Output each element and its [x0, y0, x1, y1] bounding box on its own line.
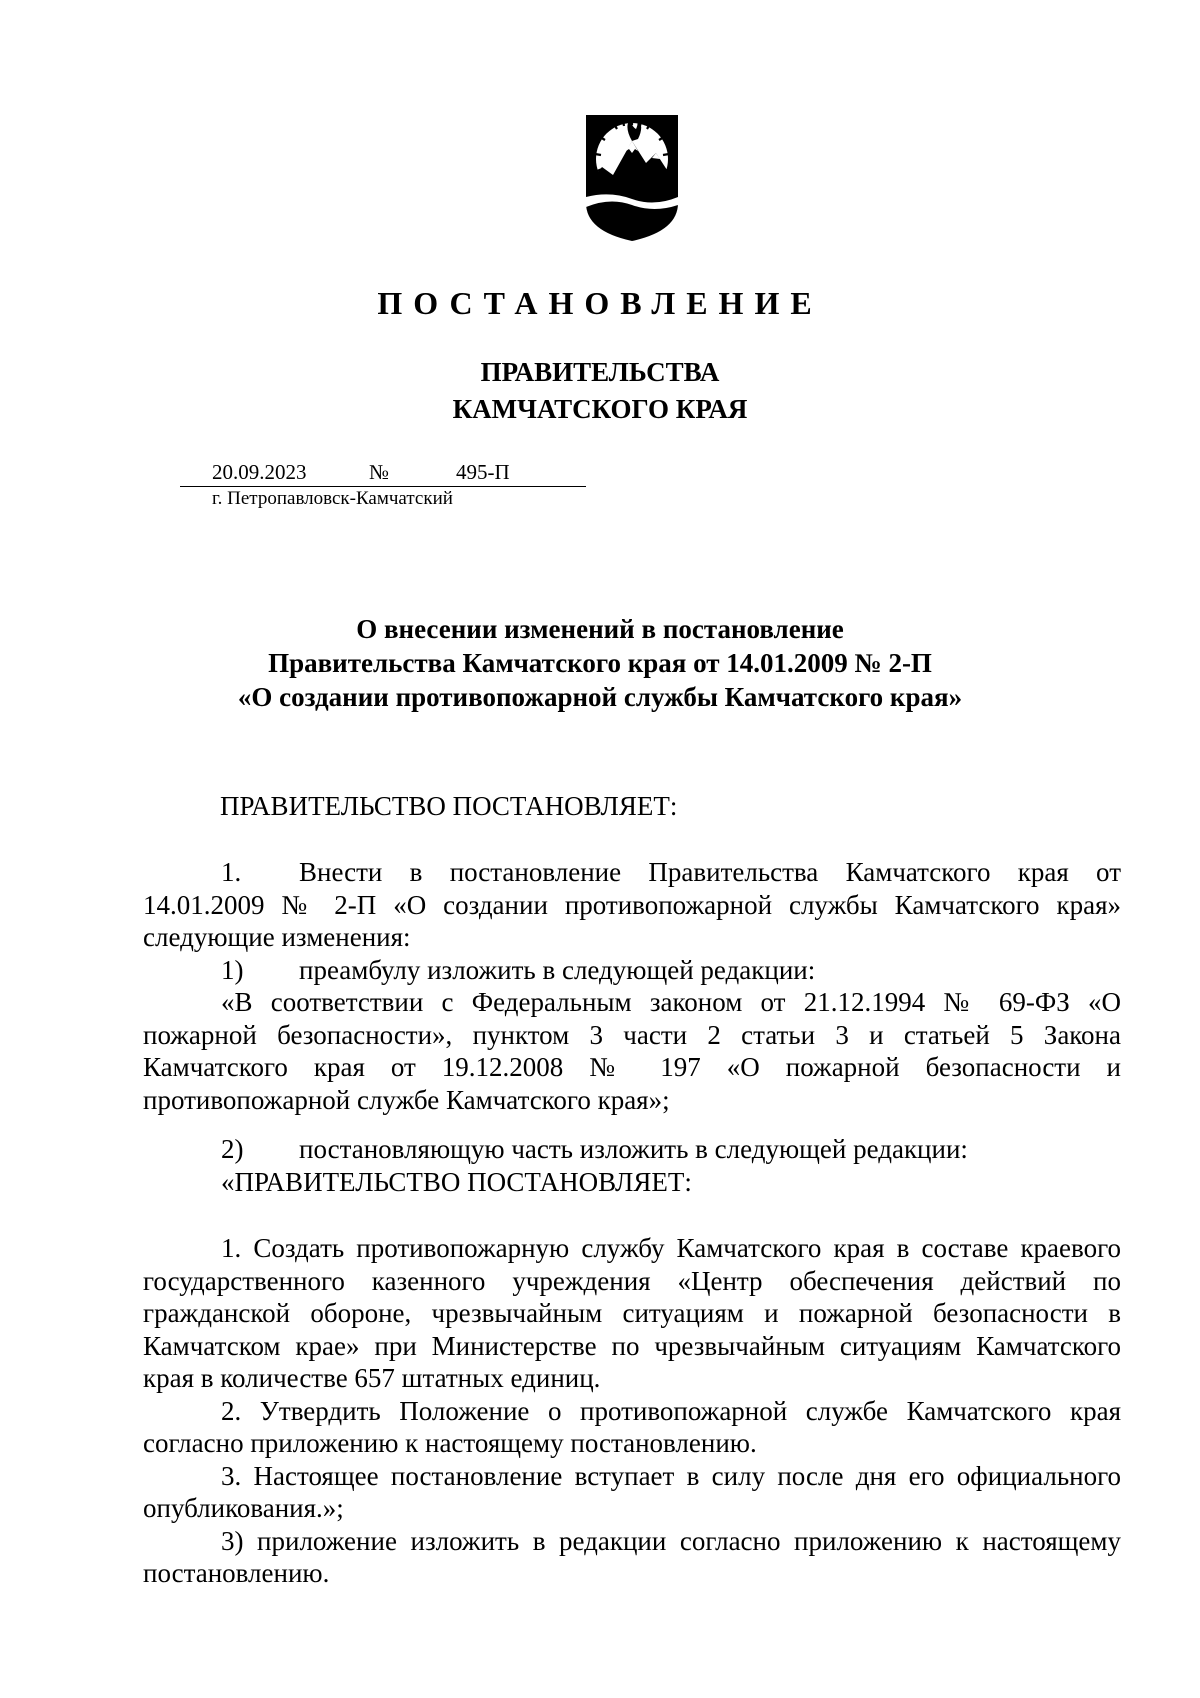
issuer-line: КАМЧАТСКОГО КРАЯ — [452, 394, 748, 424]
subject-line: Правительства Камчатского края от 14.01.2009 № 2-П — [268, 648, 932, 678]
item-1-quote: «В соответствии с Федеральным законом от 21.12.1994 № 69-ФЗ «О пожарной безопасности», пунктом 3 части 2 статьи 3 и статьей 5 Закона Камчатского края от 19.12.2008 № 197 «О пожарной безопасности и противопожарной службе Камчатского края»; — [143, 987, 1121, 1115]
issuer-title — [0, 354, 1200, 428]
document-date: 20.09.2023 — [212, 460, 307, 484]
list-marker: 2) — [221, 1134, 244, 1164]
body-block — [143, 1133, 1121, 1198]
preamble: ПРАВИТЕЛЬСТВО ПОСТАНОВЛЯЕТ: — [220, 791, 678, 821]
issuer-line: ПРАВИТЕЛЬСТВА — [480, 357, 720, 387]
paragraph-1 — [143, 856, 1121, 954]
quoted-point-1: 1. Создать противопожарную службу Камчатского края в составе краевого государственного казенного учреждения «Центр обеспечения действий по гражданской обороне, чрезвычайным ситуациям и пожарной безопасности в Камчатском крае» при Министерстве по чрезвычайным ситуациям Камчатского края в количестве 657 штатных единиц. — [143, 1233, 1121, 1393]
body-block — [143, 1232, 1121, 1590]
date-number-line — [180, 458, 586, 487]
list-marker: 1) — [221, 954, 244, 985]
item-text: преамбулу изложить в следующей редакции: — [299, 954, 816, 985]
item-3: 3) приложение изложить в редакции согласно приложению к настоящему постановлению. — [143, 1525, 1121, 1588]
document-type-title: ПОСТАНОВЛЕНИЕ — [377, 285, 823, 321]
kamchatka-coat-of-arms-icon — [580, 111, 684, 243]
item-1 — [143, 954, 1121, 987]
paragraph-text: Внести в постановление Правительства Камчатского края от 14.01.2009 № 2-П «О создании противопожарной службы Камчатского края» следующие изменения: — [143, 857, 1121, 952]
item-2-quote: «ПРАВИТЕЛЬСТВО ПОСТАНОВЛЯЕТ: — [221, 1166, 692, 1197]
quoted-point-3: 3. Настоящее постановление вступает в силу после дня его официального опубликования.»; — [143, 1460, 1121, 1523]
quoted-point-2: 2. Утвердить Положение о противопожарной службе Камчатского края согласно приложению к настоящему постановлению. — [143, 1395, 1121, 1458]
subject-line: О внесении изменений в постановление — [356, 614, 844, 644]
body-block — [143, 856, 1121, 1116]
number-sign: № — [369, 460, 390, 484]
item-2 — [143, 1133, 1121, 1166]
list-marker: 1. — [221, 857, 242, 887]
document-number: 495-П — [456, 460, 510, 484]
document-place: г. Петропавловск-Камчатский — [212, 488, 453, 509]
document-subject — [0, 612, 1200, 714]
item-text: постановляющую часть изложить в следующей редакции: — [299, 1134, 968, 1164]
subject-line: «О создании противопожарной службы Камчатского края» — [237, 682, 963, 712]
